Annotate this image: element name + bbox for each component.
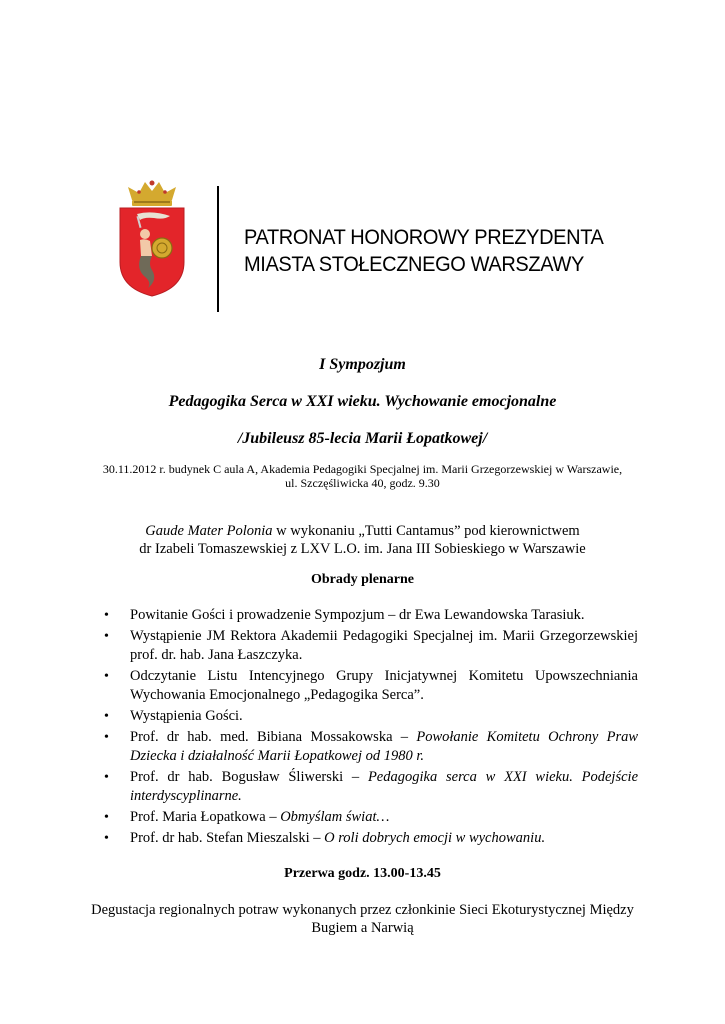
program-item bbox=[104, 606, 638, 625]
program-item-text: Prof. dr hab. Stefan Mieszalski – bbox=[130, 830, 325, 846]
program-list bbox=[104, 606, 638, 850]
program-item-text: Powitanie Gości i prowadzenie Sympozjum – dr Ewa Lewandowska Tarasiuk. bbox=[130, 607, 585, 623]
patronage-line-1: PATRONAT HONOROWY PREZYDENTA bbox=[244, 225, 604, 249]
choir-info bbox=[0, 522, 725, 558]
tasting-info bbox=[0, 901, 725, 937]
symposium-subtitle: Pedagogika Serca w XXI wieku. Wychowanie emocjonalne bbox=[168, 393, 557, 410]
header-divider-line bbox=[217, 186, 219, 312]
venue-info bbox=[0, 462, 725, 490]
program-item-text: Wystąpienie JM Rektora Akademii Pedagogiki Specjalnej im. Marii Grzegorzewskiej prof. dr. hab. Jana Łaszczyka. bbox=[130, 628, 638, 663]
program-item bbox=[104, 829, 638, 848]
program-item-topic: Pedagogika serca w XXI wieku. Podejście interdyscyplinarne. bbox=[130, 769, 639, 804]
program-item bbox=[104, 667, 638, 705]
program-item-topic: O roli dobrych emocji w wychowaniu. bbox=[324, 830, 546, 846]
program-item-text: Prof. Maria Łopatkowa – bbox=[130, 809, 281, 825]
venue-line-1: 30.11.2012 r. budynek C aula A, Akademia Pedagogiki Specjalnej im. Marii Grzegorzewskiej w Warszawie, bbox=[102, 462, 623, 476]
break-time: Przerwa godz. 13.00-13.45 bbox=[284, 866, 441, 881]
venue-line-2: ul. Szczęśliwicka 40, godz. 9.30 bbox=[285, 476, 440, 490]
symposium-title: I Sympozjum bbox=[319, 356, 406, 373]
plenary-heading: Obrady plenarne bbox=[310, 572, 415, 587]
choir-line-2: dr Izabeli Tomaszewskiej z LXV L.O. im. Jana III Sobieskiego w Warszawie bbox=[139, 541, 586, 557]
tasting-line-1: Degustacja regionalnych potraw wykonanych przez członkinie Sieci Ekoturystycznej Między bbox=[91, 902, 634, 918]
program-item bbox=[104, 707, 638, 726]
program-item-text: Prof. dr hab. Bogusław Śliwerski – bbox=[130, 769, 368, 785]
choir-line-1 bbox=[0, 522, 725, 540]
program-item-text: Wystąpienia Gości. bbox=[130, 708, 243, 724]
tasting-line-2: Bugiem a Narwią bbox=[311, 920, 414, 936]
program-item-topic: Obmyślam świat… bbox=[280, 809, 390, 825]
song-title: Gaude Mater Polonia bbox=[145, 523, 273, 539]
jubilee-line: /Jubileusz 85-lecia Marii Łopatkowej/ bbox=[237, 430, 488, 447]
program-item-topic: Powołanie Komitetu Ochrony Praw Dziecka i działalność Marii Łopatkowej od 1980 r. bbox=[130, 729, 639, 764]
crown-icon bbox=[128, 181, 176, 207]
warsaw-coat-of-arms-icon bbox=[114, 180, 190, 298]
program-item-text: Prof. dr hab. med. Bibiana Mossakowska – bbox=[130, 729, 417, 745]
program-item bbox=[104, 768, 638, 806]
program-item bbox=[104, 728, 638, 766]
program-item bbox=[104, 808, 638, 827]
patronage-line-2: MIASTA STOŁECZNEGO WARSZAWY bbox=[244, 252, 584, 276]
program-item-text: Odczytanie Listu Intencyjnego Grupy Inicjatywnej Komitetu Upowszechniania Wychowania Emocjonalnego „Pedagogika Serca”. bbox=[130, 668, 638, 703]
program-item bbox=[104, 627, 638, 665]
patronage-heading bbox=[244, 224, 604, 278]
choir-line-1-rest: w wykonaniu „Tutti Cantamus” pod kierownictwem bbox=[272, 523, 580, 539]
